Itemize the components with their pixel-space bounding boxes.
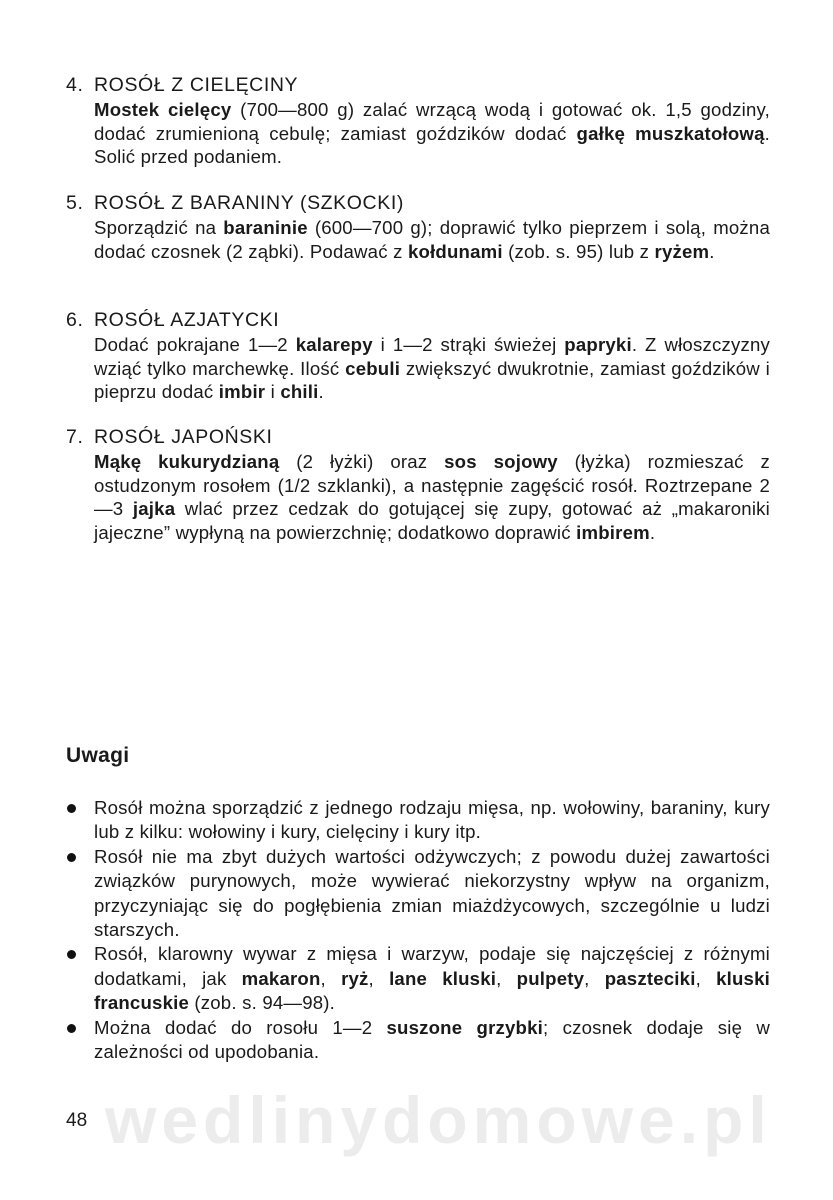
recipe-title-text: ROSÓŁ Z BARANINY (SZKOCKI): [94, 192, 404, 214]
bold-term: jajka: [132, 498, 176, 520]
bold-term: ryżem: [654, 240, 710, 262]
recipe-body: Sporządzić na baraninie (600—700 g); doprawić tylko pieprzem i solą, można dodać czosnek (2 ząbki). Podawać z kołdunami (zob. s. 95) lub z ryżem.: [94, 217, 770, 262]
bold-term: cebuli: [345, 357, 401, 379]
note-text: Rosół nie ma zbyt dużych wartości odżywczych; z powodu dużej zawartości związków purynowych, może wywierać niekorzystny wpływ na organizm, przyczyniając się do pogłębienia zmian miażdżycowych, szczególnie u ludzi starszych.: [94, 845, 770, 941]
notes-heading: Uwagi: [66, 744, 130, 767]
recipe-number: 6.: [66, 309, 84, 331]
bold-term: ryż: [341, 967, 369, 989]
recipe-rosol-z-cieleciny: [66, 72, 770, 169]
note-text: Rosół można sporządzić z jednego rodzaju mięsa, np. wołowiny, baraniny, kury lub z kilku: wołowiny i kury, cielęciny i kury itp.: [94, 797, 770, 843]
bullet-icon: [67, 804, 76, 813]
bold-term: suszone grzybki: [386, 1016, 544, 1038]
bold-term: chili: [280, 381, 319, 403]
recipe-title: [66, 424, 770, 450]
bold-term: Mostek cielęcy: [94, 99, 232, 120]
bullet-icon: [67, 853, 76, 862]
note-text: Można dodać do rosołu 1—2 suszone grzybki; czosnek dodaje się w zależności od upodobania.: [94, 1016, 770, 1063]
recipe-title: [66, 72, 770, 98]
page-number: 48: [66, 1110, 88, 1131]
recipe-title-text: ROSÓŁ AZJATYCKI: [94, 309, 280, 331]
notes-list: [66, 796, 770, 1064]
bold-term: kluski francuskie: [94, 967, 771, 1014]
recipe-number: 4.: [66, 74, 84, 96]
bold-term: makaron: [241, 967, 321, 989]
bullet-icon: [67, 1024, 76, 1033]
bold-term: gałkę muszkatołową: [576, 122, 765, 144]
note-item: [66, 1016, 770, 1065]
recipe-rosol-japonski: [66, 424, 770, 544]
watermark: wedlinydomowe.pl: [105, 1083, 772, 1157]
recipe-title-text: ROSÓŁ JAPOŃSKI: [94, 426, 273, 448]
bold-term: kołdunami: [407, 240, 503, 262]
recipe-body: Dodać pokrajane 1—2 kalarepy i 1—2 strąki świeżej papryki. Z włoszczyzny wziąć tylko marchewkę. Ilość cebuli zwiększyć dwukrotnie, zamiast goździków i pieprzu dodać imbir i chili.: [94, 334, 770, 403]
recipe-number: 5.: [66, 192, 84, 214]
bold-term: imbirem: [576, 521, 650, 543]
bold-term: paszteciki: [604, 967, 696, 989]
bullet-icon: [67, 950, 76, 959]
bold-term: papryki: [564, 334, 632, 355]
recipe-title: [66, 307, 770, 333]
note-item: [66, 845, 770, 943]
recipe-number: 7.: [66, 426, 84, 448]
bold-term: kalarepy: [295, 334, 373, 355]
bold-term: Mąkę kukurydzianą: [94, 451, 280, 472]
bold-term: imbir: [218, 381, 266, 403]
note-item: [66, 942, 770, 1015]
recipe-rosol-azjatycki: [66, 307, 770, 404]
note-text: Rosół, klarowny wywar z mięsa i warzyw, podaje się najczęściej z różnymi dodatkami, jak makaron, ryż, lane kluski, pulpety, paszteciki, kluski francuskie (zob. s. 94—98).: [94, 943, 771, 1014]
recipe-title: [66, 190, 770, 216]
recipe-title-text: ROSÓŁ Z CIELĘCINY: [94, 74, 299, 96]
note-item: [66, 796, 770, 845]
bold-term: baraninie: [223, 217, 308, 238]
bold-term: sos sojowy: [444, 451, 558, 472]
recipe-body: Mąkę kukurydzianą (2 łyżki) oraz sos sojowy (łyżka) rozmieszać z ostudzonym rosołem (1/2 szklanki), a następnie zagęścić rosół. Roztrzepane 2—3 jajka wlać przez cedzak do gotującej się zupy, gotować aż „makaroniki jajeczne” wypłyną na powierzchnię; dodatkowo doprawić imbirem.: [94, 451, 771, 543]
recipe-rosol-z-baraniny: [66, 190, 770, 263]
bold-term: lane kluski: [389, 967, 497, 989]
bold-term: pulpety: [516, 967, 585, 989]
recipe-body: Mostek cielęcy (700—800 g) zalać wrzącą wodą i gotować ok. 1,5 godziny, dodać zrumienioną cebulę; zamiast goździków dodać gałkę muszkatołową. Solić przed podaniem.: [94, 99, 771, 168]
